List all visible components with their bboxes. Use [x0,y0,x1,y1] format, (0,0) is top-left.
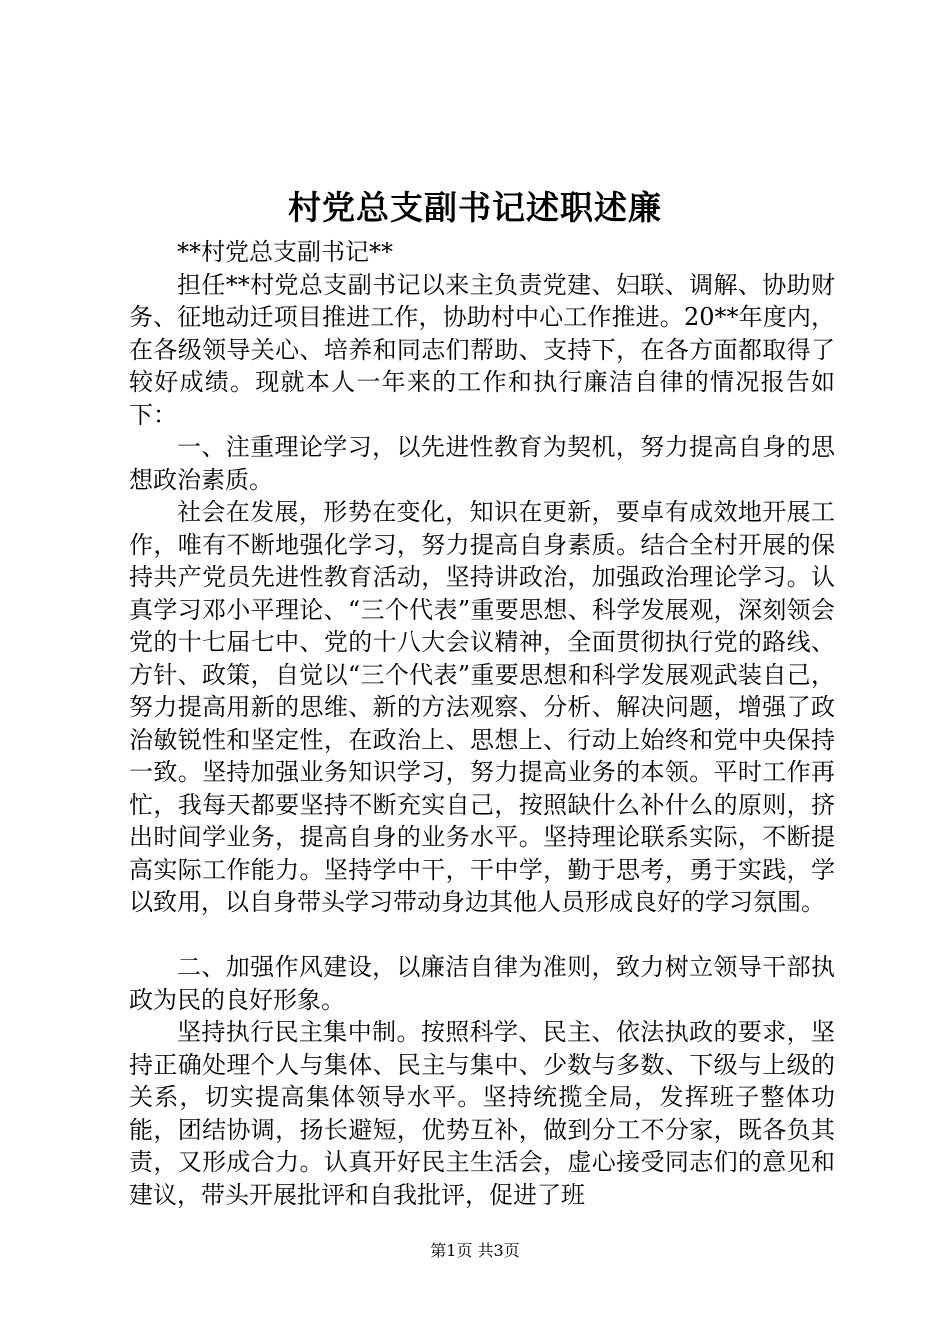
document-title: 村党总支副书记述职述廉 [288,188,662,227]
intro-paragraph: 担任**村党总支副书记以来主负责党建、妇联、调解、协助财务、征地动迁项目推进工作，协助村中心工作推进。20**年度内，在各级领导关心、培养和同志们帮助、支持下，在各方面都取得了较好成绩。现就本人一年来的工作和执行廉洁自律的情况报告如下： [129,270,835,429]
section-1-paragraph: 社会在发展，形势在变化，知识在更新，要卓有成效地开展工作，唯有不断地强化学习，努力提高自身素质。结合全村开展的保持共产党员先进性教育活动，坚持讲政治，加强政治理论学习。认真学习邓小平理论、“三个代表”重要思想、科学发展观，深刻领会党的十七届七中、党的十八大会议精神，全面贯彻执行党的路线、方针、政策，自觉以“三个代表”重要思想和科学发展观武装自己，努力提高用新的思维、新的方法观察、分析、解决问题，增强了政治敏锐性和坚定性，在政治上、思想上、行动上始终和党中央保持一致。坚持加强业务知识学习，努力提高业务的本领。平时工作再忙，我每天都要坚持不断充实自己，按照缺什么补什么的原则，挤出时间学业务，提高自身的业务水平。坚持理论联系实际，不断提高实际工作能力。坚持学中干，干中学，勤于思考，勇于实践，学以致用，以自身带头学习带动身边其他人员形成良好的学习氛围。 [129,498,835,916]
section-heading-1: 一、注重理论学习，以先进性教育为契机，努力提高自身的思想政治素质。 [129,433,835,494]
section-2-paragraph: 坚持执行民主集中制。按照科学、民主、依法执政的要求，坚持正确处理个人与集体、民主与集中、少数与多数、下级与上级的关系，切实提高集体领导水平。坚持统揽全局，发挥班子整体功能，团结协调，扬长避短，优势互补，做到分工不分家，既各负其责，又形成合力。认真开好民主生活会，虚心接受同志们的意见和建议，带头开展批评和自我批评，促进了班 [129,1018,835,1209]
author-line: **村党总支副书记** [177,238,393,266]
page-number-footer: 第1页 共3页 [430,1241,520,1260]
document-body [129,236,835,1211]
section-heading-2: 二、加强作风建设，以廉洁自律为准则，致力树立领导干部执政为民的良好形象。 [129,953,835,1014]
